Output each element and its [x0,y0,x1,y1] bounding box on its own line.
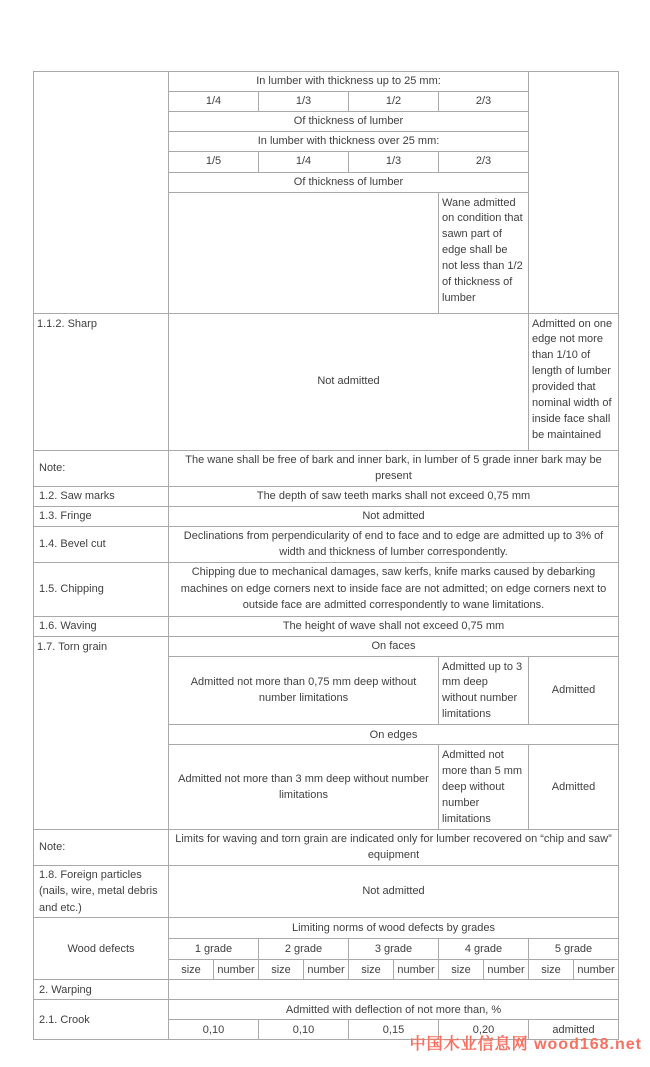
wood-defects-label-cell: Wood defects [34,918,169,980]
size-header-cell: size [349,960,394,980]
bevel-cut-cell: Declinations from perpendicularity of end to face and to edge are admitted up to 3% of width and thickness of lumber correspondently. [169,526,619,562]
crook-value-cell: 0,20 [439,1020,529,1040]
grade-cell: 2 grade [259,939,349,960]
chipping-cell: Chipping due to mechanical damages, saw kerfs, knife marks caused by debarking machines on edge corners next to inside face are not admitted; on edge corners next to outside face are admitted correspondently to wane limitations. [169,562,619,616]
torn-edges-right-cell: Admitted [529,745,619,830]
fraction-cell: 1/3 [349,151,439,172]
torn-edges-mid-cell: Admitted not more than 5 mm deep without number limitations [439,745,529,830]
over25-header-cell: In lumber with thickness over 25 mm: [169,131,529,151]
torn-faces-mid-cell: Admitted up to 3 mm deep without number limitations [439,656,529,725]
number-header-cell: number [304,960,349,980]
on-edges-cell: On edges [169,725,619,745]
note-torn-cell: Limits for waving and torn grain are indicated only for lumber recovered on “chip and saw” equipment [169,829,619,865]
up25-header-cell: In lumber with thickness up to 25 mm: [169,72,529,92]
site-watermark: 中国木业信息网 wood168.net [409,1036,642,1053]
of-thickness-cell: Of thickness of lumber [169,111,529,131]
row-label-sharp: 1.1.2. Sharp [34,313,169,450]
limiting-norms-cell: Limiting norms of wood defects by grades [169,918,619,939]
torn-faces-right-cell: Admitted [529,656,619,725]
warping-empty-cell [169,980,619,1000]
saw-marks-cell: The depth of saw teeth marks shall not exceed 0,75 mm [169,486,619,506]
row-label-foreign-particles: 1.8. Foreign particles (nails, wire, metal debris and etc.) [34,865,169,918]
size-header-cell: size [529,960,574,980]
wane-empty-cell [169,192,439,313]
fraction-cell: 2/3 [439,91,529,111]
row-label-saw-marks: 1.2. Saw marks [34,486,169,506]
fraction-cell: 1/2 [349,91,439,111]
row-label-warping: 2. Warping [34,980,169,1000]
grade-cell: 5 grade [529,939,619,960]
on-faces-cell: On faces [169,636,619,656]
fraction-cell: 2/3 [439,151,529,172]
crook-header-cell: Admitted with deflection of not more than, % [169,1000,619,1020]
grade-cell: 3 grade [349,939,439,960]
row-label-fringe: 1.3. Fringe [34,506,169,526]
crook-value-cell: 0,10 [259,1020,349,1040]
number-header-cell: number [394,960,439,980]
top-right-empty-cell [529,72,619,314]
torn-edges-left-cell: Admitted not more than 3 mm deep without number limitations [169,745,439,830]
size-header-cell: size [259,960,304,980]
sharp-main-cell: Not admitted [169,313,529,450]
size-header-cell: size [169,960,214,980]
row-label-note: Note: [34,829,169,865]
number-header-cell: number [214,960,259,980]
size-header-cell: size [439,960,484,980]
fraction-cell: 1/5 [169,151,259,172]
crook-value-cell: admitted [529,1020,619,1040]
fringe-cell: Not admitted [169,506,619,526]
row-label-note: Note: [34,450,169,486]
wane-condition-cell: Wane admitted on condition that sawn part of edge shall be not less than 1/2 of thickness of lumber [439,192,529,313]
number-header-cell: number [484,960,529,980]
foreign-particles-cell: Not admitted [169,865,619,918]
grade-cell: 1 grade [169,939,259,960]
grade-cell: 4 grade [439,939,529,960]
row-label-waving: 1.6. Waving [34,616,169,636]
wane-section-label-cell [34,72,169,314]
fraction-cell: 1/4 [169,91,259,111]
lumber-defects-table [33,71,619,1040]
of-thickness-cell: Of thickness of lumber [169,172,529,192]
row-label-bevel-cut: 1.4. Bevel cut [34,526,169,562]
number-header-cell: number [574,960,619,980]
fraction-cell: 1/3 [259,91,349,111]
row-label-torn-grain: 1.7. Torn grain [34,636,169,829]
torn-faces-left-cell: Admitted not more than 0,75 mm deep without number limitations [169,656,439,725]
crook-value-cell: 0,10 [169,1020,259,1040]
waving-cell: The height of wave shall not exceed 0,75 mm [169,616,619,636]
note-wane-cell: The wane shall be free of bark and inner bark, in lumber of 5 grade inner bark may be present [169,450,619,486]
fraction-cell: 1/4 [259,151,349,172]
row-label-chipping: 1.5. Chipping [34,562,169,616]
crook-value-cell: 0,15 [349,1020,439,1040]
sharp-right-cell: Admitted on one edge not more than 1/10 of length of lumber provided that nominal width of inside face shall be maintained [529,313,619,450]
row-label-crook: 2.1. Crook [34,1000,169,1040]
